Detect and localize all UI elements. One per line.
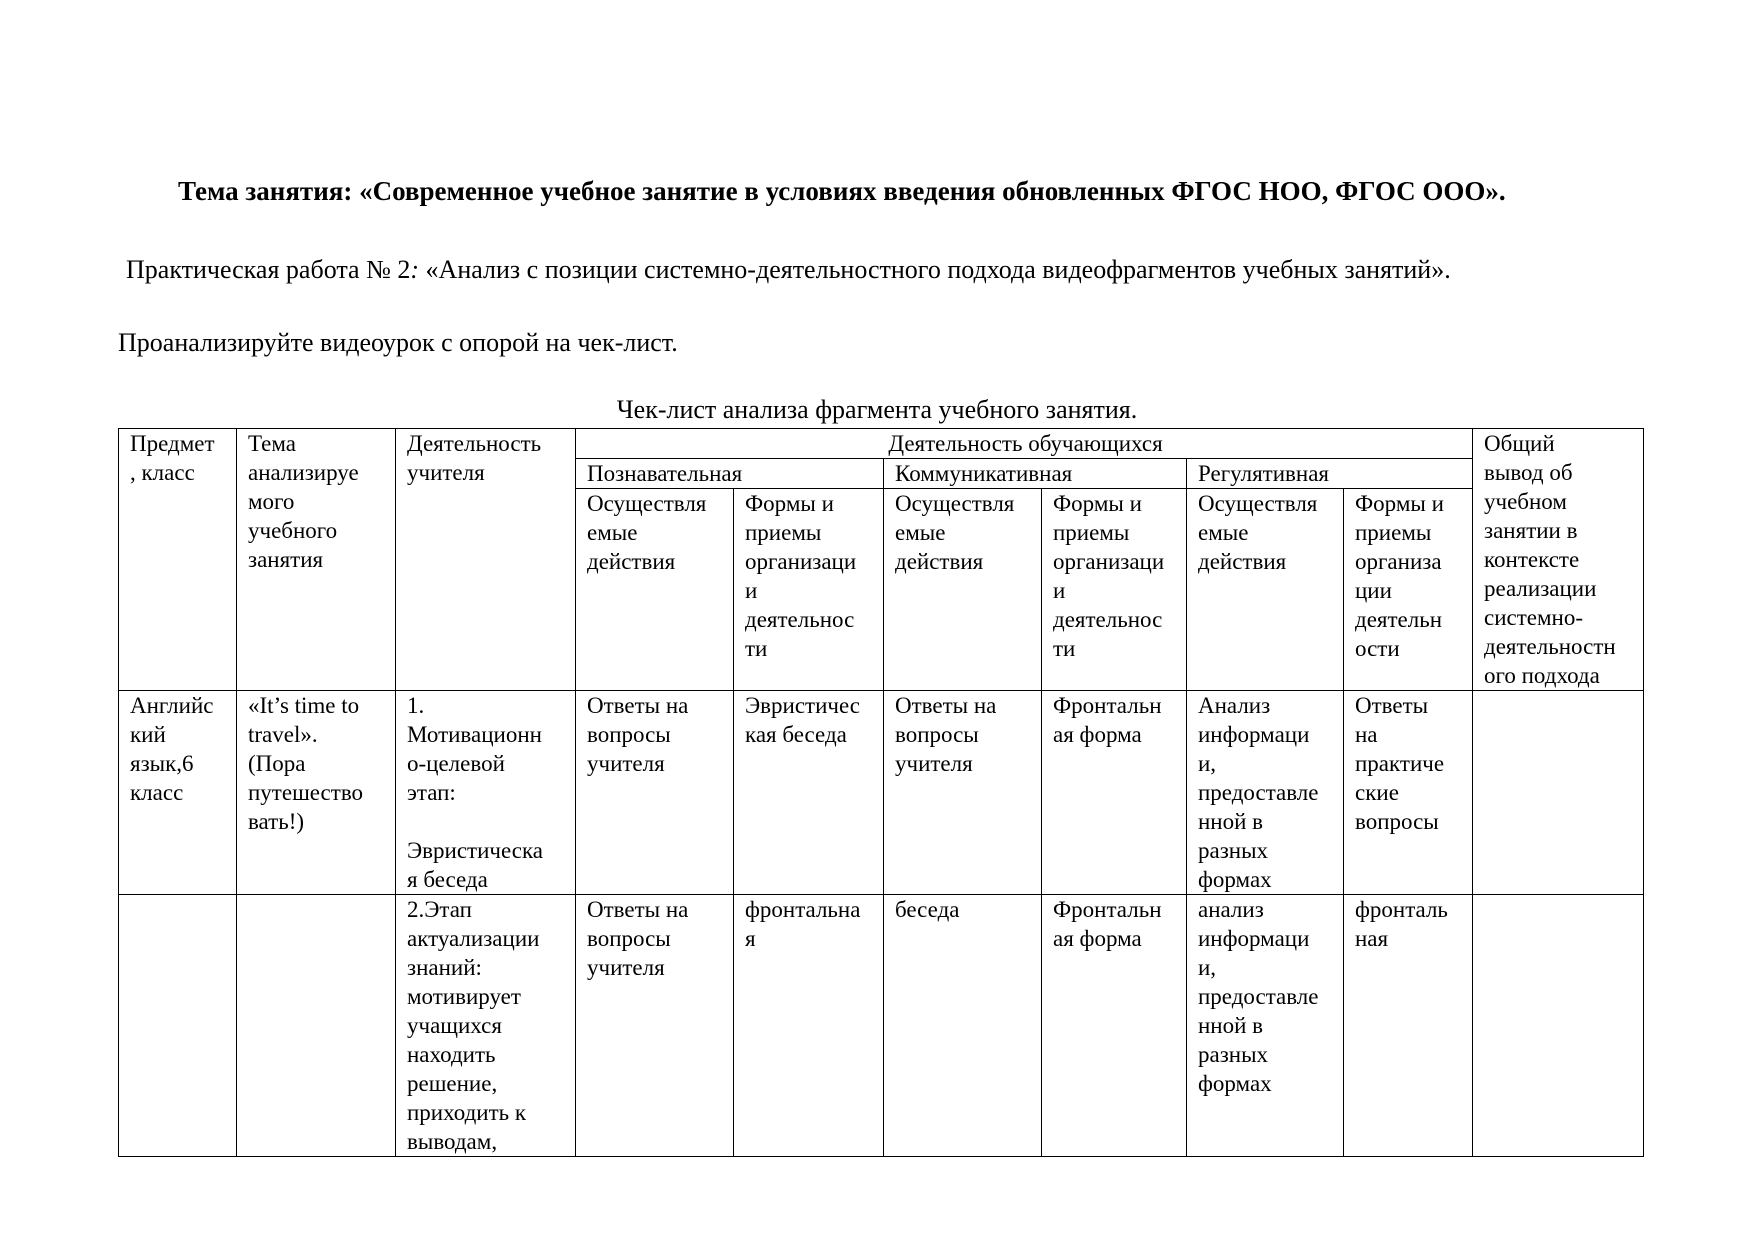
header-cognitive-forms: Формы и приемы организаци и деятельнос ти bbox=[734, 489, 884, 691]
header-subject: Предмет , класс bbox=[119, 429, 237, 691]
cell-cognitive-forms: фронтальна я bbox=[734, 895, 884, 1157]
table-caption: Чек-лист анализа фрагмента учебного занятия. bbox=[616, 395, 1138, 424]
header-communicative-forms: Формы и приемы организаци и деятельнос ти bbox=[1042, 489, 1187, 691]
cell-subject: Английс кий язык,6 класс bbox=[119, 691, 237, 895]
checklist-table bbox=[118, 428, 1644, 1157]
cell-communicative-forms: Фронтальн ая форма bbox=[1042, 895, 1187, 1157]
practical-work-name: «Анализ с позиции системно-деятельностного подхода видеофрагментов учебных занятий». bbox=[419, 255, 1451, 284]
lesson-topic-heading: Тема занятия: «Современное учебное занятие в условиях введения обновленных ФГОС НОО, ФГОС ООО». bbox=[178, 176, 1506, 206]
header-communicative: Коммуникативная bbox=[884, 459, 1187, 489]
cell-communicative-actions: Ответы на вопросы учителя bbox=[884, 691, 1042, 895]
header-regulatory: Регулятивная bbox=[1187, 459, 1473, 489]
cell-subject bbox=[119, 895, 237, 1157]
header-communicative-actions: Осуществля емые действия bbox=[884, 489, 1042, 691]
table-row bbox=[119, 691, 1644, 895]
cell-regulatory-actions: анализ информаци и, предоставле нной в разных формах bbox=[1187, 895, 1344, 1157]
cell-regulatory-forms: фронталь ная bbox=[1344, 895, 1473, 1157]
practical-work-number: Практическая работа № 2 bbox=[126, 255, 411, 284]
cell-cognitive-actions: Ответы на вопросы учителя bbox=[576, 691, 734, 895]
cell-teacher-activity: 1. Мотивационн о-целевой этап: Эвристическа я беседа bbox=[396, 691, 576, 895]
header-student-activity: Деятельность обучающихся bbox=[576, 429, 1473, 459]
cell-teacher-activity: 2.Этап актуализации знаний: мотивирует учащихся находить решение, приходить к выводам, bbox=[396, 895, 576, 1157]
table-row bbox=[119, 895, 1644, 1157]
practical-work-title bbox=[126, 255, 1451, 285]
cell-communicative-forms: Фронтальн ая форма bbox=[1042, 691, 1187, 895]
cell-conclusion bbox=[1473, 691, 1644, 895]
cell-cognitive-actions: Ответы на вопросы учителя bbox=[576, 895, 734, 1157]
cell-topic bbox=[237, 895, 396, 1157]
header-regulatory-actions: Осуществля емые действия bbox=[1187, 489, 1344, 691]
cell-regulatory-actions: Анализ информаци и, предоставле нной в разных формах bbox=[1187, 691, 1344, 895]
cell-communicative-actions: беседа bbox=[884, 895, 1042, 1157]
header-teacher-activity: Деятельность учителя bbox=[396, 429, 576, 691]
header-topic: Тема анализируе мого учебного занятия bbox=[237, 429, 396, 691]
header-regulatory-forms: Формы и приемы организа ции деятельн ости bbox=[1344, 489, 1473, 691]
header-cognitive: Познавательная bbox=[576, 459, 884, 489]
cell-conclusion bbox=[1473, 895, 1644, 1157]
cell-cognitive-forms: Эвристичес кая беседа bbox=[734, 691, 884, 895]
cell-topic: «It’s time to travel». (Пора путешество вать!) bbox=[237, 691, 396, 895]
practical-work-colon: : bbox=[410, 255, 420, 284]
cell-regulatory-forms: Ответы на практиче ские вопросы bbox=[1344, 691, 1473, 895]
instruction-text: Проанализируйте видеоурок с опорой на чек-лист. bbox=[118, 328, 678, 357]
header-row bbox=[119, 429, 1644, 459]
header-cognitive-actions: Осуществля емые действия bbox=[576, 489, 734, 691]
header-conclusion: Общий вывод об учебном занятии в контексте реализации системно- деятельностн ого подхода bbox=[1473, 429, 1644, 691]
